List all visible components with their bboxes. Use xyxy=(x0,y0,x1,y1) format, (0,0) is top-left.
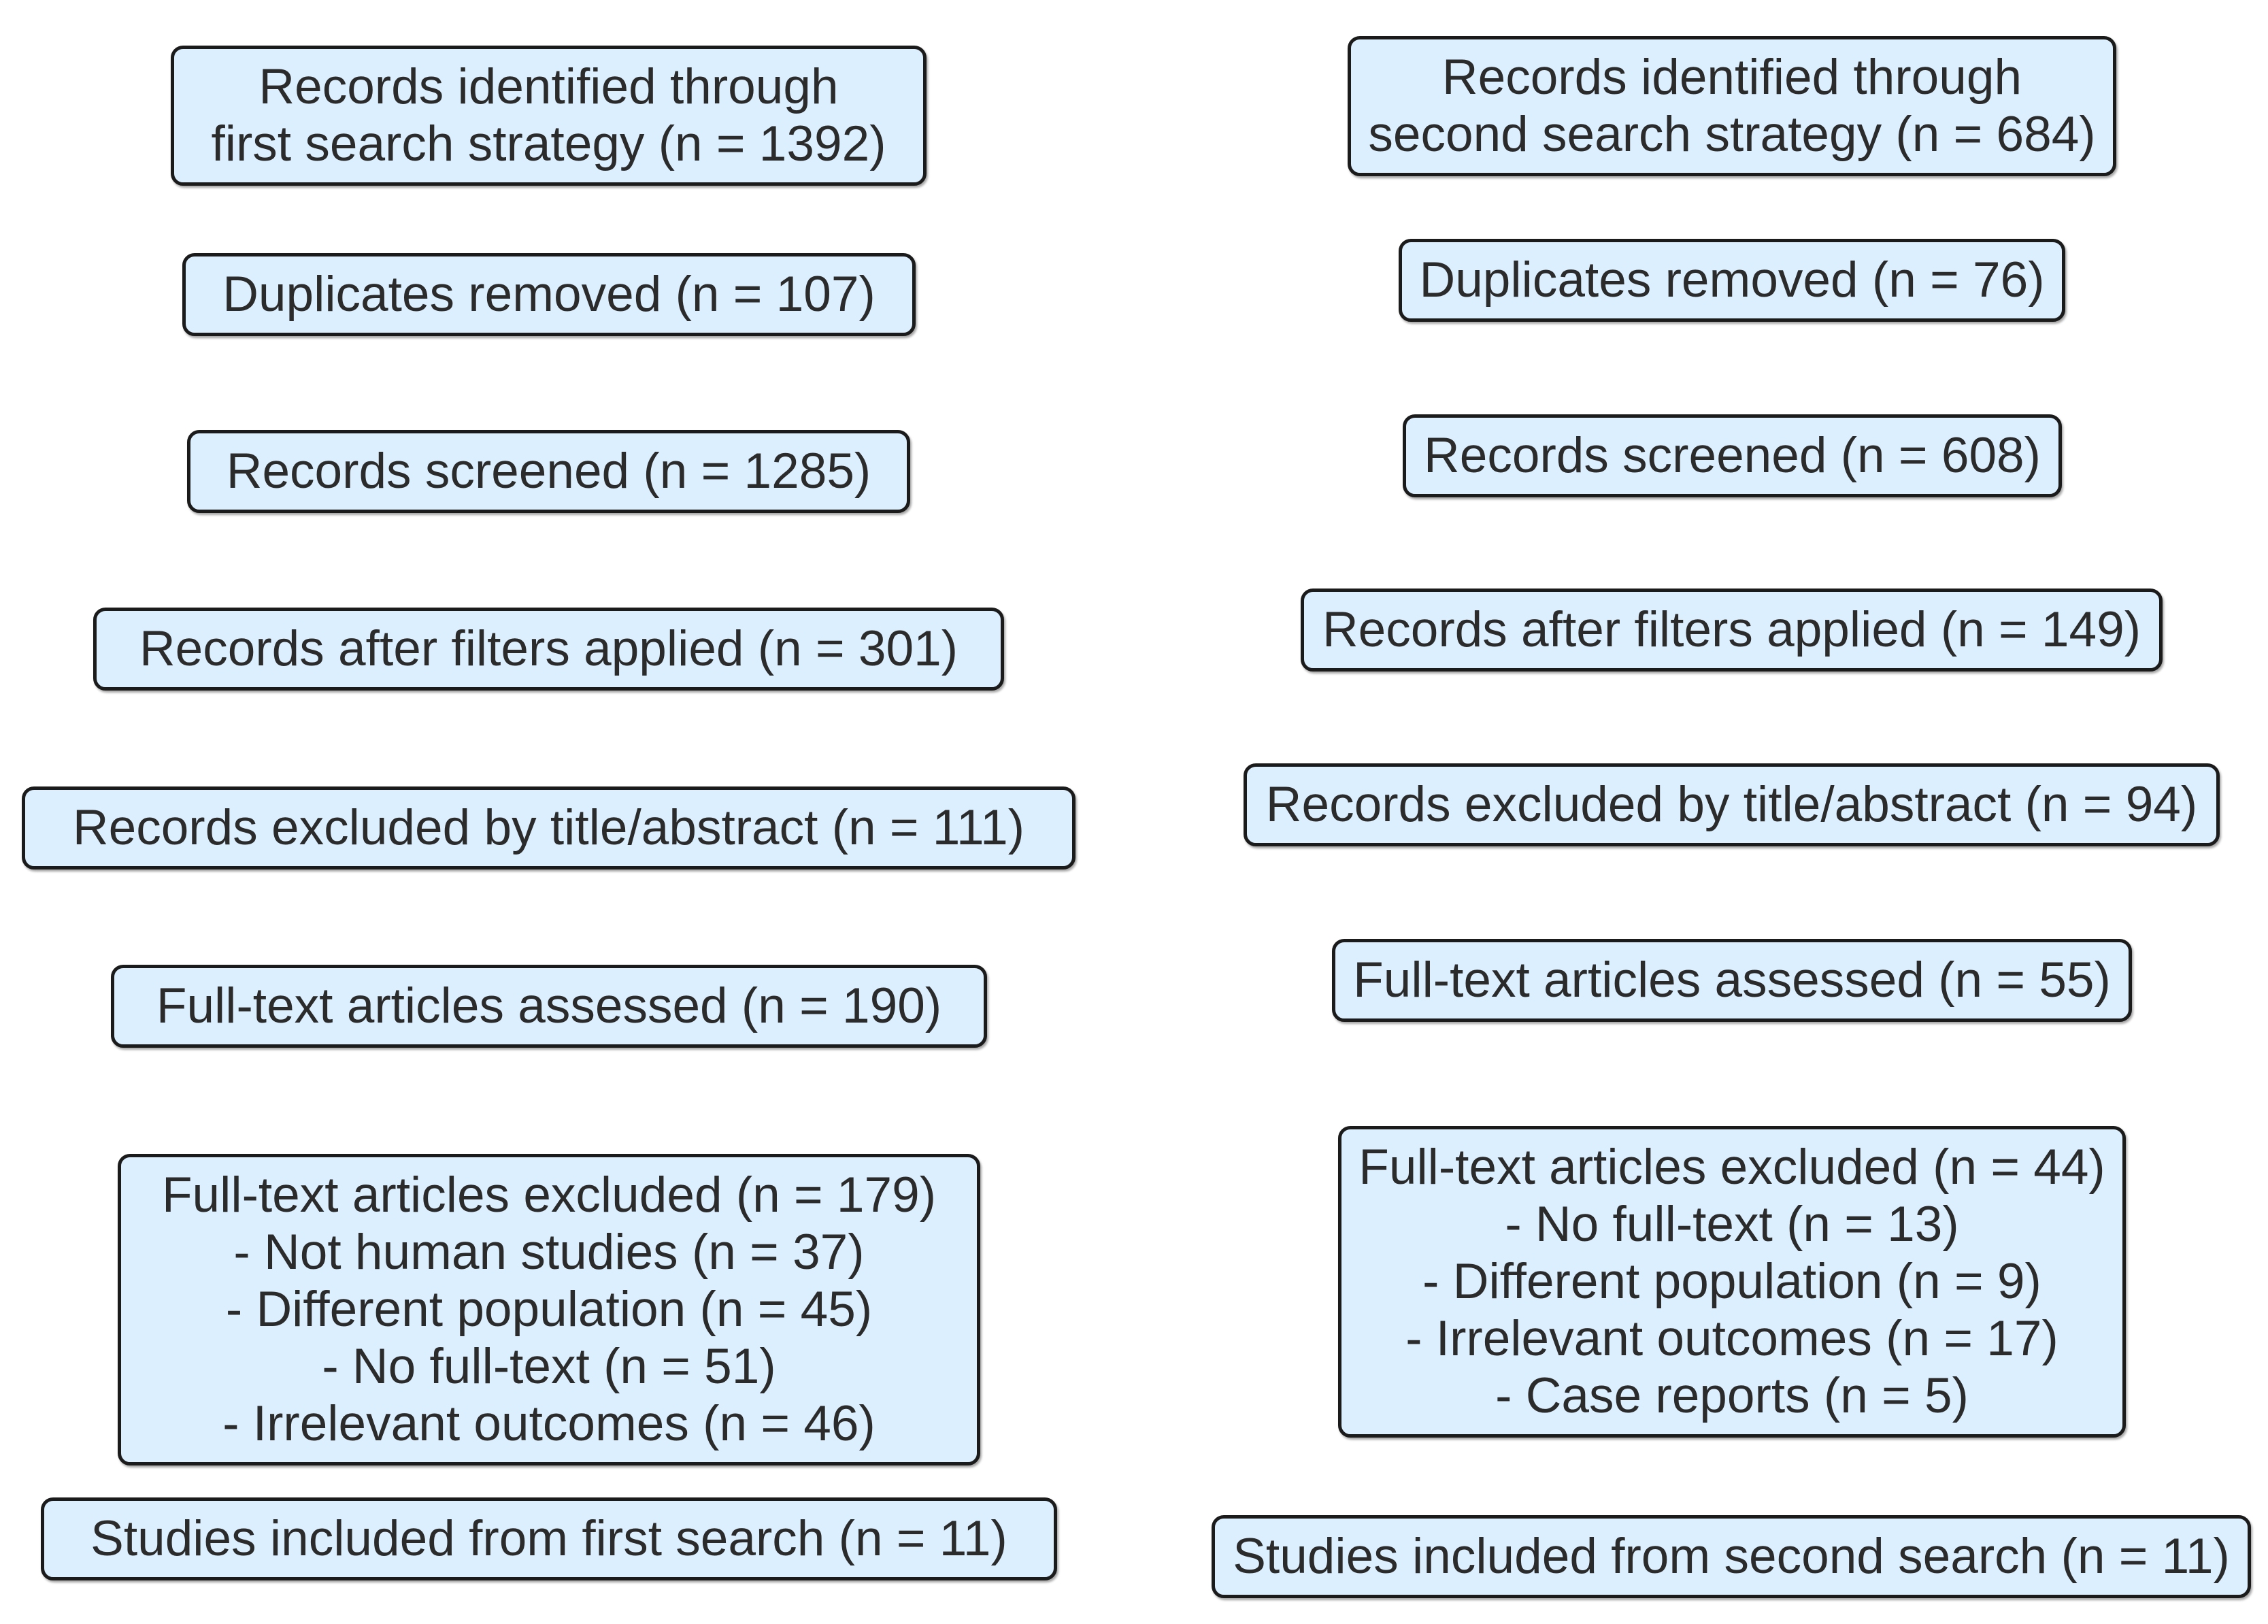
left-identified-box xyxy=(171,46,927,186)
left-excluded-fulltext-line-1: Full-text articles excluded (n = 179) xyxy=(161,1167,937,1223)
left-assessed-box xyxy=(111,965,987,1048)
left-excluded-title-box xyxy=(22,786,1075,869)
right-assessed-label: Full-text articles assessed (n = 55) xyxy=(1353,952,2111,1008)
right-excluded-fulltext-line-3: - Different population (n = 9) xyxy=(1422,1254,2041,1309)
left-duplicates-label: Duplicates removed (n = 107) xyxy=(222,267,875,322)
right-excluded-fulltext-line-5: - Case reports (n = 5) xyxy=(1495,1368,1969,1423)
right-identified-box xyxy=(1348,36,2116,176)
right-screened-label: Records screened (n = 608) xyxy=(1424,428,2041,483)
left-screened-label: Records screened (n = 1285) xyxy=(226,444,871,499)
left-excluded-fulltext-box xyxy=(118,1154,980,1465)
right-excluded-fulltext-line-1: Full-text articles excluded (n = 44) xyxy=(1358,1140,2105,1195)
right-duplicates-box xyxy=(1399,239,2065,322)
left-screened-box xyxy=(187,430,910,513)
right-included-label: Studies included from second search (n = 11) xyxy=(1233,1529,2230,1584)
left-duplicates-box xyxy=(182,253,916,336)
right-duplicates-label: Duplicates removed (n = 76) xyxy=(1419,252,2045,308)
right-excluded-fulltext-box xyxy=(1338,1126,2126,1438)
left-included-label: Studies included from first search (n = 11) xyxy=(90,1511,1007,1566)
right-excluded-title-box xyxy=(1244,763,2220,846)
right-excluded-fulltext-line-4: - Irrelevant outcomes (n = 17) xyxy=(1405,1311,2058,1366)
right-filtered-box xyxy=(1301,589,2163,672)
right-screened-box xyxy=(1403,414,2062,497)
right-assessed-box xyxy=(1332,939,2132,1022)
left-excluded-title-label: Records excluded by title/abstract (n = 111) xyxy=(72,800,1025,855)
left-filtered-label: Records after filters applied (n = 301) xyxy=(139,621,958,676)
right-excluded-title-label: Records excluded by title/abstract (n = 94) xyxy=(1265,777,2198,832)
right-identified-line-1: Records identified through xyxy=(1441,50,2022,105)
right-filtered-label: Records after filters applied (n = 149) xyxy=(1322,602,2141,657)
left-identified-line-2: first search strategy (n = 1392) xyxy=(211,116,886,171)
left-identified-line-1: Records identified through xyxy=(259,59,839,114)
left-excluded-fulltext-line-2: - Not human studies (n = 37) xyxy=(233,1225,865,1280)
left-excluded-fulltext-line-3: - Different population (n = 45) xyxy=(225,1282,873,1337)
right-identified-line-2: second search strategy (n = 684) xyxy=(1368,107,2096,162)
left-excluded-fulltext-line-5: - Irrelevant outcomes (n = 46) xyxy=(222,1396,875,1451)
left-included-box xyxy=(41,1497,1057,1580)
left-excluded-fulltext-line-4: - No full-text (n = 51) xyxy=(322,1339,776,1394)
right-excluded-fulltext-line-2: - No full-text (n = 13) xyxy=(1505,1197,1959,1252)
right-included-box xyxy=(1212,1515,2251,1598)
left-filtered-box xyxy=(93,608,1004,691)
left-assessed-label: Full-text articles assessed (n = 190) xyxy=(156,978,942,1033)
